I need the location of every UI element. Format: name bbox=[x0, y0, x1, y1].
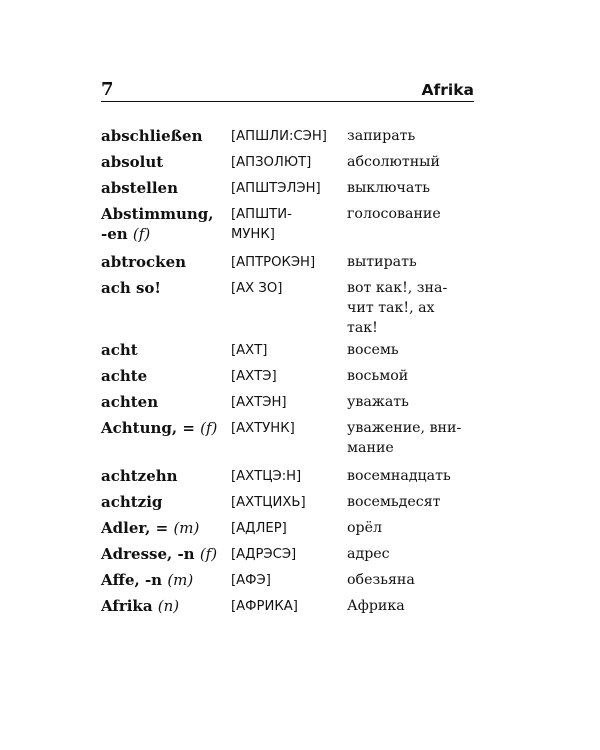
entry-pronunciation: [АХ ЗО] bbox=[231, 281, 283, 296]
entry-pronunciation: [АФЭ] bbox=[231, 573, 271, 588]
entry-word bbox=[101, 570, 223, 590]
header-rule bbox=[101, 101, 474, 102]
entry-translation: уважать bbox=[347, 394, 409, 410]
headword: ach so! bbox=[101, 279, 162, 297]
gender-marker: (f) bbox=[199, 545, 218, 563]
dictionary-entry bbox=[101, 252, 481, 278]
entry-word bbox=[101, 278, 223, 298]
entry-word bbox=[101, 596, 223, 616]
page-header bbox=[101, 76, 474, 100]
page-number: 7 bbox=[101, 79, 114, 100]
entry-pronunciation: [АХТЭ] bbox=[231, 369, 277, 384]
entry-word bbox=[101, 366, 223, 386]
entry-translation: орёл bbox=[347, 520, 383, 536]
dictionary-entry bbox=[101, 152, 481, 178]
headword: achten bbox=[101, 393, 159, 411]
entry-translation: восьмой bbox=[347, 368, 409, 384]
headword: achtzehn bbox=[101, 467, 178, 485]
headword: Abstimmung, -en bbox=[101, 205, 214, 243]
dictionary-entry bbox=[101, 126, 481, 152]
entry-pronunciation: [АХТУНК] bbox=[231, 421, 295, 436]
entry-word bbox=[101, 152, 223, 172]
headword: achtzig bbox=[101, 493, 163, 511]
dictionary-entry bbox=[101, 178, 481, 204]
entry-translation: обезьяна bbox=[347, 572, 415, 588]
entry-translation: восемнадцать bbox=[347, 468, 451, 484]
gender-marker: (m) bbox=[167, 571, 194, 589]
dictionary-entry bbox=[101, 392, 481, 418]
running-head: Afrika bbox=[421, 81, 474, 99]
headword: Afrika bbox=[101, 597, 153, 615]
entry-word bbox=[101, 340, 223, 360]
entry-translation: выключать bbox=[347, 180, 430, 196]
entry-translation: восемьдесят bbox=[347, 494, 441, 510]
entry-pronunciation: [АФРИКА] bbox=[231, 599, 298, 614]
entry-translation: абсолютный bbox=[347, 154, 440, 170]
dictionary-entry bbox=[101, 278, 481, 340]
dictionary-entry bbox=[101, 492, 481, 518]
entry-pronunciation: [АПЗОЛЮТ] bbox=[231, 155, 312, 170]
headword: abstellen bbox=[101, 179, 178, 197]
entry-word bbox=[101, 544, 223, 564]
headword: absolut bbox=[101, 153, 164, 171]
headword: achte bbox=[101, 367, 148, 385]
entry-pronunciation: [АХТЦЭ:Н] bbox=[231, 469, 302, 484]
gender-marker: (f) bbox=[200, 419, 218, 437]
headword: abtrocken bbox=[101, 253, 187, 271]
entry-pronunciation: [АПШТИ- МУНК] bbox=[231, 207, 292, 242]
entry-pronunciation: [АХТ] bbox=[231, 343, 268, 358]
headword: Achtung, = bbox=[101, 419, 195, 437]
entry-word bbox=[101, 252, 223, 272]
headword: Adresse, -n bbox=[101, 545, 195, 563]
entry-translation: вытирать bbox=[347, 254, 417, 270]
dictionary-entry bbox=[101, 204, 481, 252]
dictionary-entry bbox=[101, 570, 481, 596]
entry-word bbox=[101, 418, 223, 438]
dictionary-entry bbox=[101, 596, 481, 622]
entry-word bbox=[101, 178, 223, 198]
gender-marker: (m) bbox=[173, 519, 200, 537]
entry-pronunciation: [АПШЛИ:СЭН] bbox=[231, 129, 327, 144]
headword: abschließen bbox=[101, 127, 203, 145]
entry-translation: запирать bbox=[347, 128, 416, 144]
entry-translation: голосование bbox=[347, 206, 441, 222]
entry-word bbox=[101, 492, 223, 512]
entry-translation: уважение, вни- мание bbox=[347, 420, 462, 456]
gender-marker: (n) bbox=[157, 597, 180, 615]
dictionary-entry bbox=[101, 544, 481, 570]
entry-pronunciation: [АХТЦИХЬ] bbox=[231, 495, 306, 510]
entry-pronunciation: [АПТРОКЭН] bbox=[231, 255, 316, 270]
dictionary-entry bbox=[101, 366, 481, 392]
dictionary-entry bbox=[101, 518, 481, 544]
entry-pronunciation: [АДЛЕР] bbox=[231, 521, 287, 536]
headword: Adler, = bbox=[101, 519, 169, 537]
entry-word bbox=[101, 466, 223, 486]
dictionary-entries bbox=[101, 126, 481, 622]
entry-pronunciation: [АДРЭСЭ] bbox=[231, 547, 297, 562]
headword: acht bbox=[101, 341, 138, 359]
entry-pronunciation: [АХТЭН] bbox=[231, 395, 287, 410]
entry-translation: вот как!, зна- чит так!, ах так! bbox=[347, 280, 448, 336]
entry-word bbox=[101, 392, 223, 412]
dictionary-entry bbox=[101, 340, 481, 366]
dictionary-entry bbox=[101, 466, 481, 492]
entry-word bbox=[101, 518, 223, 538]
entry-word bbox=[101, 126, 223, 146]
entry-translation: Африка bbox=[347, 598, 405, 614]
entry-pronunciation: [АПШТЭЛЭН] bbox=[231, 181, 321, 196]
headword: Affe, -n bbox=[101, 571, 163, 589]
entry-translation: восемь bbox=[347, 342, 399, 358]
dictionary-entry bbox=[101, 418, 481, 466]
entry-word bbox=[101, 204, 223, 244]
gender-marker: (f) bbox=[132, 225, 151, 243]
entry-translation: адрес bbox=[347, 546, 390, 562]
